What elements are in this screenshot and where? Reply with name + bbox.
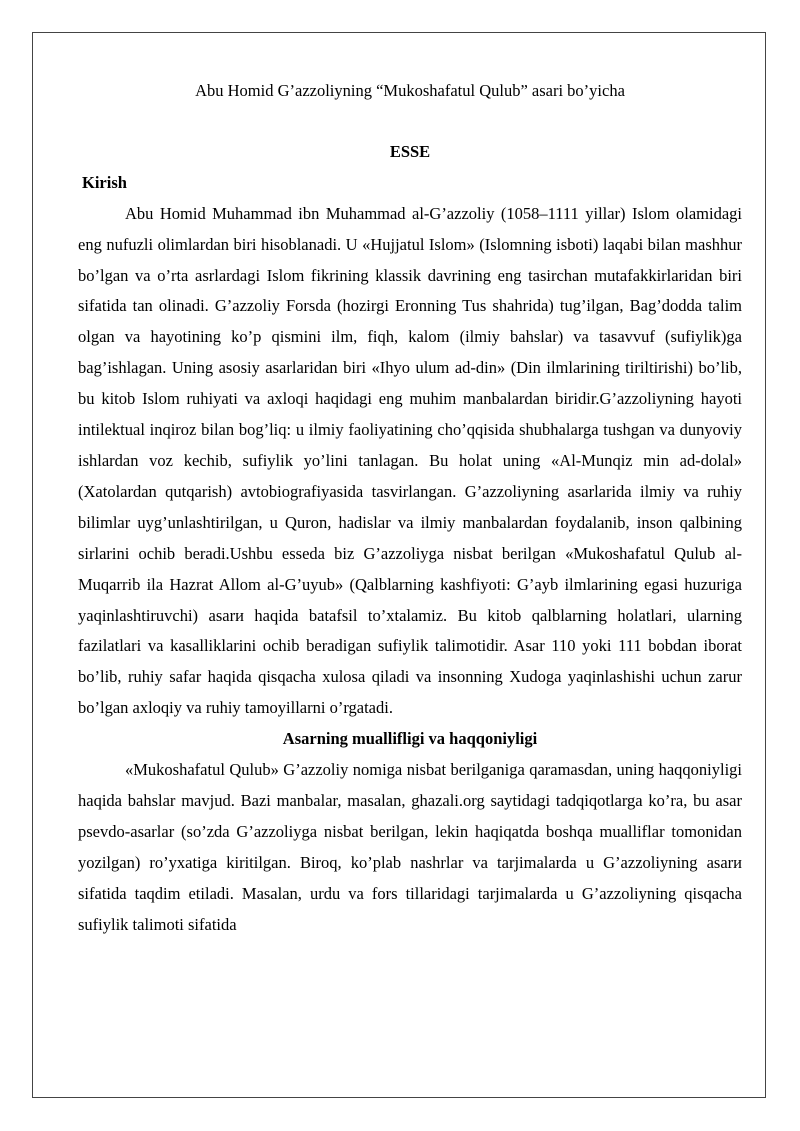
kirish-heading: Kirish: [82, 172, 127, 192]
intro-paragraph: Abu Homid Muhammad ibn Muhammad al-G’azzoliy (1058–1111 yillar) Islom olamidagi eng nufuzli olimlardan biri hisoblanadi. U «Hujjatul Islom» (Islomning isboti) laqabi bilan mashhur bo’lgan va o’rta asrlardagi Islom fikrining klassik davrining eng tasirchan mutafakkirlaridan biri sifatida tan olinadi. G’azzoliy Forsda (hozirgi Eronning Tus shahrida) tug’ilgan, Bag’dodda talim olgan va hayotining ko’p qismini ilm, fiqh, kalom (ilmiy bahslar) va tasavvuf (sufiylik)ga bag’ishlagan. Uning asosiy asarlaridan biri «Ihyo ulum ad-din» (Din ilmlarining tiriltirishi) bo’lib, bu kitob Islom ruhiyati va axloqi haqidagi eng muhim manbalardan biridir.G’azzoliyning hayoti intilektual inqiroz bilan bog’liq: u ilmiy faoliyatining cho’qqisida shubhalarga tushgan va dunyoviy ishlardan voz kechib, sufiylik yo’lini tanlagan. Bu holat uning «Al-Munqiz min ad-dolal» (Xatolardan qutqarish) avtobiografiyasida tasvirlangan. G’azzoliyning asarlarida ilmiy va ruhiy bilimlar uyg’unlashtirilgan, u Quron, hadislar va ilmiy manbalardan foydalanib, inson qalbining sirlarini ochib beradi.Ushbu esseda biz G’azzoliyga nisbat berilgan «Mukoshafatul Qulub al-Muqarrib ila Hazrat Allom al-G’uyub» (Qalblarning kashfiyoti: G’ayb ilmlarining egasi huzuriga yaqinlashtiruvchi) asarи haqida batafsil to’xtalamiz. Bu kitob qalblarning holatlari, ularning fazilatlari va kasalliklarini ochib beradigan sufiylik talimotidir. Asar 110 yoki 111 bobdan iborat bo’lib, ruhiy safar haqida qisqacha xulosa qiladi va insonning Xudoga yaqinlashishi uchun zarur bo’lgan axloqiy va ruhiy tamoyillarni o’rgatadi.: [78, 203, 742, 718]
document-body: [78, 76, 742, 940]
section-heading: Asarning muallifligi va haqqoniyligi: [282, 729, 538, 749]
document-title: Abu Homid G’azzoliyning “Mukoshafatul Qulub” asari bo’yicha: [195, 81, 625, 100]
esse-heading: ESSE: [389, 141, 431, 161]
section-paragraph: «Mukoshafatul Qulub» G’azzoliy nomiga nisbat berilganiga qaramasdan, uning haqqoniyligi haqida bahslar mavjud. Bazi manbalar, masalan, ghazali.org saytidagi tadqiqotlarga ko’ra, bu asar psevdo-asarlar (so’zda G’azzoliyga nisbat berilgan, lekin haqiqatda boshqa mualliflar tomonidan yozilgan) ro’yxatiga kiritilgan. Biroq, ko’plab nashrlar va tarjimalarda u G’azzoliyning asarи sifatida taqdim etiladi. Masalan, urdu va fors tillaridagi tarjimalarda u G’azzoliyning qisqacha sufiylik talimoti sifatida: [78, 760, 742, 934]
